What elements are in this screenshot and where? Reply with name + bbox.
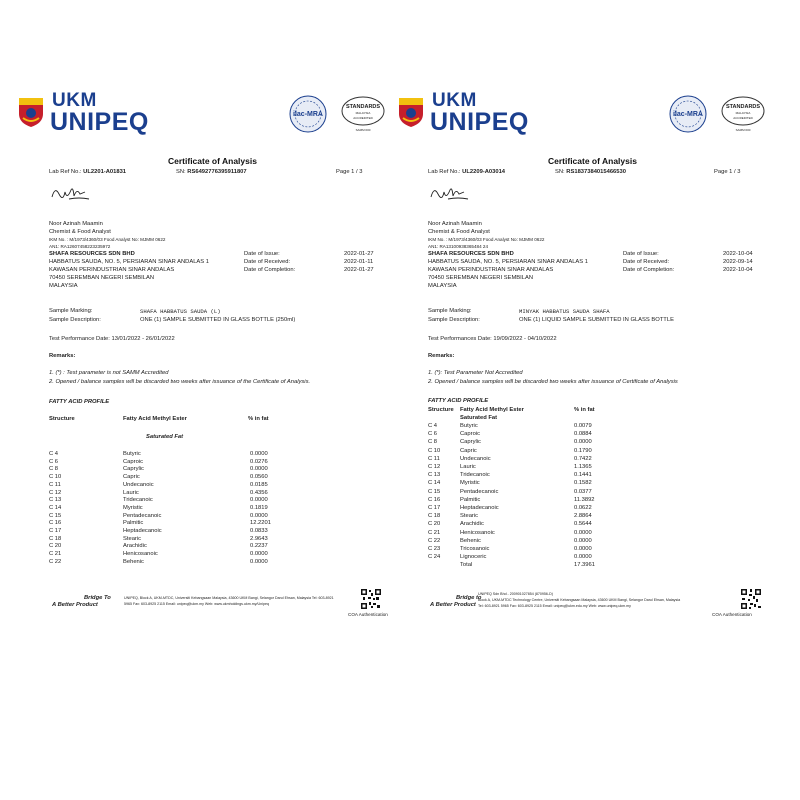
certificate-left — [18, 88, 398, 628]
percent-cell: 0.0622 — [574, 505, 592, 511]
ilac-mra-icon — [668, 94, 708, 134]
lab-ref-value: UL2201-A01831 — [83, 169, 127, 175]
structure-cell: C 15 — [49, 512, 62, 519]
accredited-text: ACCREDITED — [733, 116, 753, 120]
footer-better-product: A Better Product — [52, 602, 98, 608]
coa-authentication: COA Authentication — [348, 612, 388, 617]
ester-cell: Behenic — [123, 558, 144, 565]
footer-address-1: UNIPEQ, Block A, UKM-MTDC, Universiti Kebangsaan Malaysia, 43600 UKM Bangi, Selangor Darul Ehsan, Malaysia Tel: 603-8921 — [124, 596, 334, 600]
analyst-name: Noor Azinah Maamin — [49, 221, 103, 227]
percent-cell: 0.0276 — [250, 458, 268, 465]
sample-marking-label: Sample Marking: — [49, 308, 93, 314]
ester-cell: Palmitic — [123, 520, 144, 527]
percent-cell: 2.9643 — [250, 535, 268, 542]
sample-description-label: Sample Description: — [428, 317, 480, 323]
fatty-acid-profile-title: FATTY ACID PROFILE — [428, 398, 489, 404]
percent-cell: 0.1582 — [574, 480, 592, 487]
logo-ukm-text: UKM — [52, 90, 97, 111]
percent-cell: 0.1790 — [574, 447, 592, 454]
received-date: 2022-09-14 — [723, 259, 753, 265]
percent-cell: 0.0000 — [574, 537, 592, 544]
structure-cell: C 16 — [428, 496, 441, 503]
completion-date-label: Date of Completion: — [244, 267, 296, 273]
standards-malaysia-icon — [720, 94, 766, 134]
percent-cell: 0.1441 — [574, 472, 592, 479]
an-number: AN1: RA13100938365484 24 — [428, 244, 489, 249]
structure-cell: C 17 — [428, 505, 441, 511]
ester-cell: Henicosanoic — [460, 529, 495, 536]
logo-unipeq-text: UNIPEQ — [430, 108, 529, 136]
percent-cell: 0.0000 — [574, 529, 592, 536]
lab-ref — [49, 169, 126, 175]
percent-cell: 0.2237 — [250, 543, 268, 550]
footer-bridge: Bridge to — [456, 595, 482, 601]
ester-cell: Tridecanoic — [460, 472, 490, 479]
page-number: Page 1 / 3 — [336, 169, 363, 175]
samm-text: SAMM 000 — [355, 128, 371, 132]
col-pct-header: % in fat — [248, 416, 269, 422]
percent-cell: 0.7422 — [574, 455, 592, 462]
footer-better-product: A Better Product — [430, 602, 476, 608]
address-line: KAWASAN PERINDUSTRIAN SINAR ANDALAS — [428, 267, 554, 273]
ester-cell: Stearic — [123, 535, 142, 542]
ester-cell: Lauric — [123, 489, 139, 496]
sample-description-label: Sample Description: — [49, 317, 101, 323]
samm-text: SAMM 000 — [735, 128, 751, 132]
coa-authentication: COA Authentication — [712, 612, 752, 617]
percent-cell: 0.0185 — [250, 481, 268, 488]
col-ester-header: Fatty Acid Methyl Ester — [123, 416, 187, 422]
structure-cell: C 11 — [49, 481, 61, 488]
percent-cell: 11.3892 — [574, 496, 595, 503]
structure-cell: C 8 — [428, 439, 438, 446]
ilac-mra-icon — [288, 94, 328, 134]
ikm-number: IKM No. : M/1973/4360/03 Food Analyst No: MJMM 0622 — [49, 237, 166, 242]
percent-cell: 0.0000 — [250, 466, 268, 473]
signature-icon — [428, 182, 470, 206]
signature-icon — [49, 182, 91, 206]
ester-cell: Palmitic — [460, 496, 481, 503]
structure-cell: C 4 — [49, 451, 59, 457]
remark-2: 2. Opened / balance samples will be discarded two weeks after issuance of the Certificate of Analysis. — [49, 379, 311, 385]
percent-cell: 0.0833 — [250, 528, 268, 534]
test-performance-date: Test Performances Date: 19/09/2022 - 04/10/2022 — [428, 336, 557, 342]
completion-date: 2022-10-04 — [723, 267, 753, 273]
qr-code-icon[interactable] — [740, 588, 762, 610]
structure-cell: C 15 — [428, 488, 441, 495]
remarks-title: Remarks: — [49, 353, 76, 359]
standards-text: STANDARDS — [725, 104, 761, 110]
structure-cell: C 21 — [49, 551, 62, 558]
analyst-name: Noor Azinah Maamin — [428, 221, 482, 227]
issue-date-label: Date of Issue: — [244, 251, 280, 257]
certificate-title: Certificate of Analysis — [168, 156, 257, 166]
percent-cell: 0.0560 — [250, 474, 268, 481]
test-performance-date: Test Performance Date: 13/01/2022 - 26/01/2022 — [49, 336, 175, 342]
percent-cell: 0.4356 — [250, 489, 268, 496]
accredited-text: ACCREDITED — [353, 116, 373, 120]
percent-cell: 0.0884 — [574, 431, 592, 438]
ester-cell: Caproic — [460, 431, 480, 438]
ukm-shield-icon — [398, 96, 424, 128]
ester-cell: Myristic — [123, 504, 143, 511]
received-date-label: Date of Received: — [623, 259, 670, 265]
structure-cell: C 23 — [428, 546, 441, 552]
structure-cell: C 10 — [49, 474, 62, 481]
standards-text: STANDARDS — [345, 104, 381, 110]
completion-date-label: Date of Completion: — [623, 267, 675, 273]
structure-cell: C 24 — [428, 554, 441, 561]
percent-cell: 0.0000 — [250, 551, 268, 558]
structure-cell: C 8 — [49, 466, 59, 473]
ester-cell: Capric — [123, 474, 140, 481]
lab-ref-label: Lab Ref No.: — [428, 169, 461, 175]
qr-code-icon[interactable] — [360, 588, 382, 610]
ester-cell: Tridecanoic — [123, 497, 153, 504]
ester-cell: Lignoceric — [460, 554, 487, 561]
footer-address-2: Block A, UKM-MTDC Technology Centre, Universiti Kebangsaan Malaysia, 43600 UKM Bangi, Selangor Darul Ehsan, Malaysia — [478, 598, 681, 602]
structure-cell: C 4 — [428, 423, 438, 429]
percent-cell: 2.8864 — [574, 513, 592, 520]
sn-value: RS1837384015466530 — [566, 169, 626, 175]
fatty-acid-profile-title: FATTY ACID PROFILE — [49, 399, 110, 405]
ilac-text: ilac-MRA — [673, 111, 703, 118]
certificate-right — [398, 88, 778, 628]
percent-cell: 0.0000 — [574, 554, 592, 561]
remark-1: 1. (*) : Test parameter is not SAMM Accredited — [49, 370, 169, 376]
received-date-label: Date of Received: — [244, 259, 291, 265]
percent-cell: 0.0000 — [574, 546, 592, 552]
issue-date: 2022-01-27 — [344, 251, 374, 257]
serial-number — [176, 169, 247, 175]
ester-cell: Arachidic — [123, 543, 147, 550]
serial-number — [555, 169, 626, 175]
percent-cell: 0.5644 — [574, 521, 592, 528]
ester-cell: Caprylic — [460, 439, 481, 446]
address-line: HABBATUS SAUDA, NO. 5, PERSIARAN SINAR ANDALAS 1 — [428, 259, 588, 265]
ester-cell: Pentadecanoic — [460, 488, 499, 495]
percent-cell: 17.3961 — [574, 562, 595, 569]
col-ester-header: Fatty Acid Methyl Ester — [460, 407, 524, 413]
address-line: MALAYSIA — [428, 283, 457, 289]
sn-label: SN: — [176, 169, 186, 175]
percent-cell: 0.0377 — [574, 488, 592, 495]
col-structure-header: Structure — [49, 416, 75, 422]
footer-address-3: Tel: 603-8921 5965 Fax: 603-8925 2115 Email: unipeq@ukm.edu.my Web: www.unipeq.ukm.my — [478, 604, 631, 608]
col-pct-header: % in fat — [574, 407, 595, 413]
an-number: AN1: RA12607458223235972 — [49, 244, 111, 249]
ester-cell: Arachidic — [460, 521, 484, 528]
percent-cell: 12.2201 — [250, 520, 271, 527]
logo-unipeq-text: UNIPEQ — [50, 108, 149, 136]
address-line: HABBATUS SAUDA, NO. 5, PERSIARAN SINAR ANDALAS 1 — [49, 259, 209, 265]
issue-date-label: Date of Issue: — [623, 251, 659, 257]
sample-description: ONE (1) LIQUID SAMPLE SUBMITTED IN GLASS BOTTLE — [519, 317, 674, 323]
ester-cell: Stearic — [460, 513, 479, 520]
address-line: MALAYSIA — [49, 283, 78, 289]
ester-cell: Heptadecanoic — [460, 505, 499, 511]
sample-marking: MINYAK HABBATUS SAUDA SHAFA — [519, 308, 610, 315]
percent-cell: 0.0000 — [250, 512, 268, 519]
structure-cell: C 12 — [49, 489, 62, 496]
percent-cell: 0.1819 — [250, 504, 268, 511]
lab-ref — [428, 169, 505, 175]
saturated-fat-subheader: Saturated Fat — [146, 434, 184, 440]
malaysia-text: MALAYSIA — [355, 111, 371, 115]
structure-cell: C 20 — [428, 521, 441, 528]
customer-name: SHAFA RESOURCES SDN BHD — [428, 251, 514, 257]
percent-cell: 0.0000 — [574, 439, 592, 446]
address-line: 70450 SEREMBAN NEGERI SEMBILAN — [428, 275, 534, 281]
structure-cell: C 20 — [49, 543, 62, 550]
received-date: 2022-01-11 — [344, 259, 374, 265]
ester-cell: Undecanoic — [123, 481, 154, 488]
structure-cell: C 22 — [428, 537, 441, 544]
analyst-title: Chemist & Food Analyst — [49, 229, 111, 235]
percent-cell: 0.0079 — [574, 423, 592, 429]
footer-address-2: 5965 Fax: 603-8925 2115 Email: unipeq@ukm.my Web: www.ukmholdings.ukm.my/Unipeq — [124, 602, 269, 606]
remark-2: 2. Opened / balance samples will be discarded two weeks after issuance of Certificate of Analysis — [428, 379, 678, 385]
ukm-shield-icon — [18, 96, 44, 128]
percent-cell: 1.1365 — [574, 464, 592, 470]
ester-cell: Pentadecanoic — [123, 512, 162, 519]
ester-cell: Behenic — [460, 537, 481, 544]
col-structure-header: Structure — [428, 407, 454, 413]
remarks-title: Remarks: — [428, 353, 455, 359]
structure-cell: C 14 — [49, 504, 62, 511]
ester-cell: Total — [460, 562, 473, 569]
analyst-title: Chemist & Food Analyst — [428, 229, 490, 235]
structure-cell: C 12 — [428, 464, 441, 470]
issue-date: 2022-10-04 — [723, 251, 753, 257]
structure-cell: C 11 — [428, 455, 440, 462]
lab-ref-value: UL2209-A03014 — [462, 169, 506, 175]
sn-value: RS6492776395911807 — [187, 169, 247, 175]
sample-description: ONE (1) SAMPLE SUBMITTED IN GLASS BOTTLE (250ml) — [140, 317, 296, 323]
structure-cell: C 13 — [49, 497, 62, 504]
structure-cell: C 16 — [49, 520, 62, 527]
standards-malaysia-icon — [340, 94, 386, 134]
saturated-fat-subheader: Saturated Fat — [460, 415, 498, 421]
ilac-text: ilac-MRA — [293, 111, 323, 118]
malaysia-text: MALAYSIA — [735, 111, 751, 115]
structure-cell: C 21 — [428, 529, 441, 536]
structure-cell: C 6 — [428, 431, 438, 438]
ester-cell: Butyric — [123, 451, 141, 457]
structure-cell: C 18 — [49, 535, 62, 542]
footer-bridge: Bridge To — [84, 595, 111, 601]
ester-cell: Caprylic — [123, 466, 144, 473]
remark-1: 1. (*): Test Parameter Not Accredited — [428, 370, 523, 376]
sample-marking: SHAFA HABBATUS SAUDA (L) — [140, 308, 221, 315]
percent-cell: 0.0000 — [250, 497, 268, 504]
ester-cell: Henicosanoic — [123, 551, 158, 558]
ester-cell: Capric — [460, 447, 477, 454]
ester-cell: Butyric — [460, 423, 478, 429]
percent-cell: 0.0000 — [250, 558, 268, 565]
ester-cell: Undecanoic — [460, 455, 491, 462]
structure-cell: C 18 — [428, 513, 441, 520]
certificate-title: Certificate of Analysis — [548, 156, 637, 166]
customer-name: SHAFA RESOURCES SDN BHD — [49, 251, 135, 257]
structure-cell: C 17 — [49, 528, 62, 534]
ester-cell: Myristic — [460, 480, 480, 487]
ikm-number: IKM No. : M/1973/4360/03 Food Analyst No: MJMM 0622 — [428, 237, 545, 242]
ester-cell: Caproic — [123, 458, 143, 465]
page-number: Page 1 / 3 — [714, 169, 741, 175]
lab-ref-label: Lab Ref No.: — [49, 169, 82, 175]
sn-label: SN: — [555, 169, 565, 175]
percent-cell: 0.0000 — [250, 451, 268, 457]
completion-date: 2022-01-27 — [344, 267, 374, 273]
structure-cell: C 22 — [49, 558, 62, 565]
address-line: 70450 SEREMBAN NEGERI SEMBILAN — [49, 275, 155, 281]
structure-cell: C 13 — [428, 472, 441, 479]
structure-cell: C 6 — [49, 458, 59, 465]
footer-address-1: UNIPEQ Sdn Bhd - 200901027854 (870956-D) — [478, 592, 553, 596]
sample-marking-label: Sample Marking: — [428, 308, 472, 314]
logo-ukm-text: UKM — [432, 90, 477, 111]
structure-cell: C 10 — [428, 447, 441, 454]
structure-cell: C 14 — [428, 480, 441, 487]
ester-cell: Heptadecanoic — [123, 528, 162, 534]
ester-cell: Lauric — [460, 464, 476, 470]
ester-cell: Tricosanoic — [460, 546, 490, 552]
address-line: KAWASAN PERINDUSTRIAN SINAR ANDALAS — [49, 267, 175, 273]
